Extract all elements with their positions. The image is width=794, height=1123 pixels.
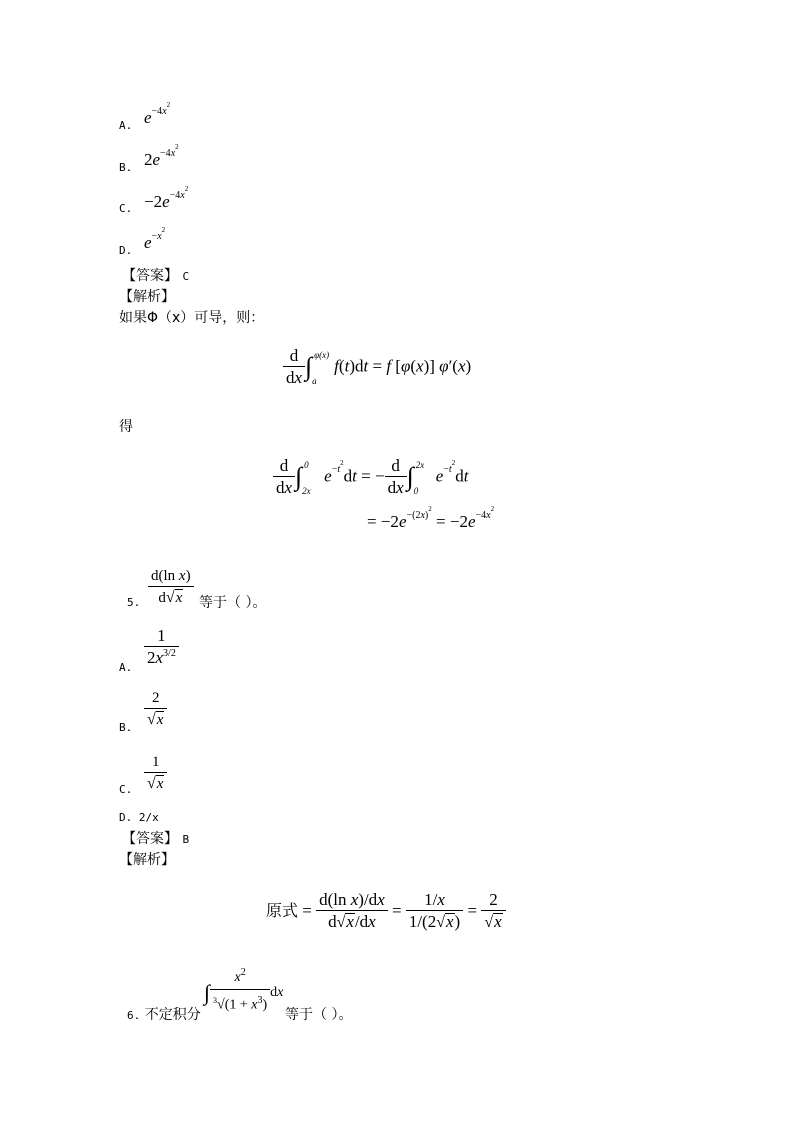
question-5-formula: $\frac{\text{d(ln x)}}{d√x}$ xyxy=(148,566,194,609)
question-5-number: 5. xyxy=(127,596,141,609)
q5-option-c-label: C. xyxy=(119,783,133,796)
option-d-label: D. xyxy=(119,244,133,257)
formula-q5-solution: 原式 = $\frac{\text{d(ln x)/dx}}{d√x/dx}$ = $\frac{1/x}{1/(2√x)}$ = $\frac{2}{√x}$ xyxy=(266,890,506,934)
question-5-suffix: 等于（ ）。 xyxy=(199,595,267,611)
q5-option-d-text: 2/x xyxy=(138,811,159,824)
question-6-number: 6. xyxy=(127,1009,141,1022)
q5-answer-label: 【答案】 xyxy=(122,831,178,847)
formula-derivative-rule: $\frac{d}{dx}$ ∫ φ(x) a f(t)dt = f [φ(x)] φ′(x) xyxy=(283,346,471,389)
answer-row-q4 xyxy=(122,265,189,285)
question-6-formula: ∫ $\frac{x^2}{^3√(1 + x^3)}$ dx xyxy=(204,967,284,1013)
answer-value: C xyxy=(182,270,190,283)
option-c-label: C. xyxy=(119,202,133,215)
q5-option-d-label: D. xyxy=(119,811,133,824)
question-6-row xyxy=(127,1004,201,1024)
q5-option-b-formula: $\frac{2}{√x}$ xyxy=(144,688,167,731)
q5-option-c-formula: $\frac{1}{√x}$ xyxy=(144,752,167,795)
derive-label: 得 xyxy=(119,419,133,435)
formula-derivation-line-1: $\frac{d}{dx}$ ∫ 0 2x $e^{-t^2}dt$ = − $\frac{d}{dx}$ ∫ 2x 0 $e^{-t^2}dt$ xyxy=(273,456,468,499)
q5-analysis-label: 【解析】 xyxy=(119,852,175,868)
answer-row-q5 xyxy=(122,828,189,848)
q5-option-b-label: B. xyxy=(119,721,133,734)
formula-prefix: 原式 xyxy=(266,900,299,920)
question-6-prefix: 不定积分 xyxy=(144,1007,201,1023)
option-c-formula: $-2e^{-4x^2}$ xyxy=(144,184,189,211)
option-b-formula: $2e^{-4x^2}$ xyxy=(144,142,179,169)
option-a-formula: $e^{-4x^2}$ xyxy=(144,100,171,127)
answer-label: 【答案】 xyxy=(122,268,178,284)
q5-option-a-label: A. xyxy=(119,661,133,674)
formula-derivation-line-2: = $-2e^{-(2x)^2} = -2e^{-4x^2}$ xyxy=(367,504,495,531)
question-6-suffix: 等于（ ）。 xyxy=(285,1007,353,1023)
option-b-label: B. xyxy=(119,161,133,174)
option-a-label: A. xyxy=(119,119,133,132)
q5-option-a-formula: $\frac{1}{2x^{3/2}}$ xyxy=(144,626,179,672)
q5-option-d-row xyxy=(119,811,159,824)
option-d-formula: $e^{-x^2}$ xyxy=(144,225,166,252)
analysis-label: 【解析】 xyxy=(119,289,175,305)
analysis-text: 如果Φ（x）可导，则： xyxy=(119,310,265,326)
q5-answer-value: B xyxy=(182,833,190,846)
